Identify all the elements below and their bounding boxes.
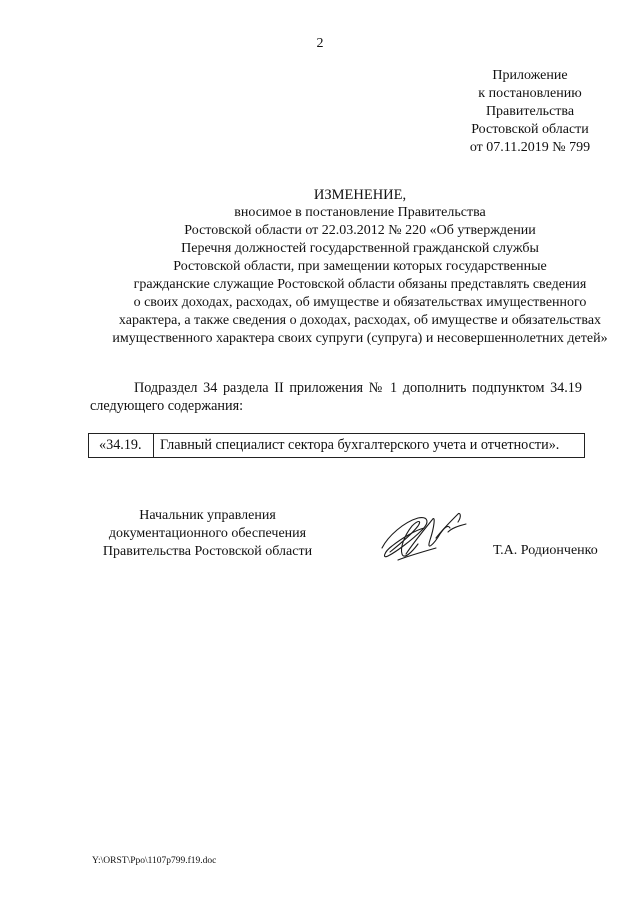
body-line: следующего содержания:	[90, 398, 244, 414]
title-line: вносимое в постановление Правительства	[234, 205, 486, 220]
appendix-line: к постановлению	[478, 86, 582, 101]
document-heading: ИЗМЕНЕНИЕ,	[313, 187, 407, 203]
signer-position-line: документационного обеспечения	[108, 526, 307, 541]
title-line: Ростовской области от 22.03.2012 № 220 «Об утверждении	[184, 223, 536, 238]
table-row	[89, 434, 585, 458]
appendix-line: Приложение	[492, 68, 568, 83]
item-number-cell: «34.19.	[89, 434, 154, 458]
title-line: гражданские служащие Ростовской области обязаны представлять сведения	[133, 277, 587, 292]
appendix-line: от 07.11.2019 № 799	[469, 140, 591, 155]
body-paragraph	[90, 379, 582, 415]
appendix-line: Ростовской области	[471, 122, 589, 137]
signer-position-block	[90, 507, 325, 561]
appendix-line: Правительства	[485, 104, 575, 119]
title-line: Ростовской области, при замещении которых государственные	[173, 259, 547, 274]
document-title-block	[60, 186, 640, 348]
signer-name: Т.А. Родионченко	[493, 543, 598, 558]
title-line: имущественного характера своих супруги (супруга) и несовершеннолетних детей»	[112, 331, 608, 346]
title-line: характера, а также сведения о доходах, расходах, об имуществе и обязательствах	[118, 313, 602, 328]
insert-table	[88, 433, 585, 458]
footer-file-path: Y:\ORST\Ppo\1107p799.f19.doc	[92, 856, 217, 866]
signature-image	[378, 508, 470, 568]
page-number: 2	[316, 36, 324, 51]
signer-position-line: Правительства Ростовской области	[102, 544, 313, 559]
title-line: Перечня должностей государственной гражданской службы	[181, 241, 539, 256]
signer-position-line: Начальник управления	[139, 508, 276, 523]
body-line: Подраздел 34 раздела II приложения № 1 дополнить подпунктом 34.19	[134, 380, 582, 396]
item-text-cell: Главный специалист сектора бухгалтерского учета и отчетности».	[154, 434, 585, 458]
appendix-block	[430, 67, 630, 157]
title-line: о своих доходах, расходах, об имуществе и обязательствах имущественного	[133, 295, 587, 310]
